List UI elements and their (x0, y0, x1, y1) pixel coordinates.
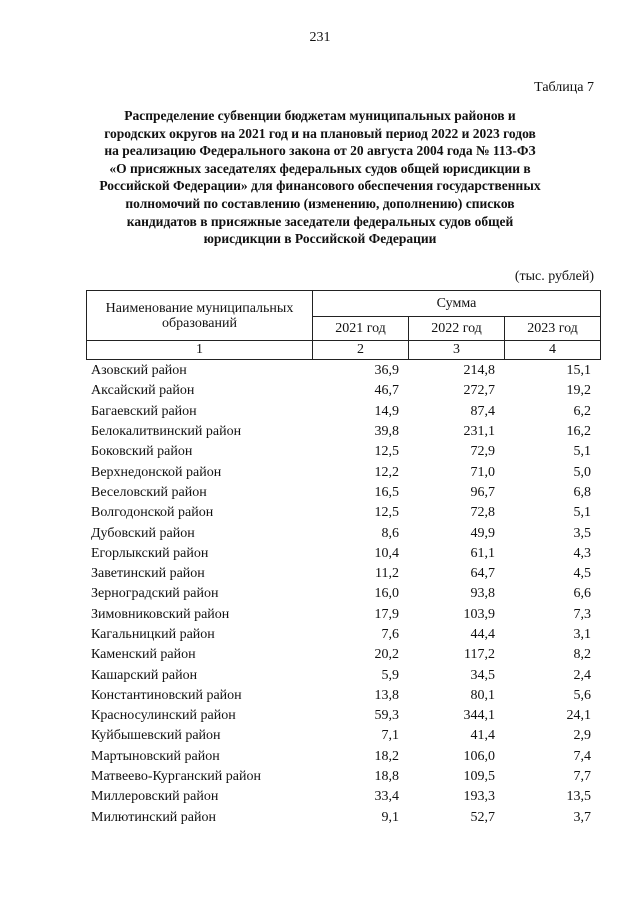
table-row (86, 442, 600, 462)
table-body (86, 361, 600, 828)
table-row (86, 462, 600, 482)
municipality-name: Каменский район (91, 647, 196, 663)
column-number: 2 (313, 341, 409, 360)
municipality-name: Матвеево-Курганский район (91, 769, 261, 785)
table-row (86, 747, 600, 767)
table-row (86, 625, 600, 645)
header-year-2023: 2023 год (505, 317, 601, 341)
value-2021: 39,8 (374, 424, 399, 440)
title-line: полномочий по составлению (изменению, дополнению) списков (125, 195, 515, 211)
value-2023: 7,4 (573, 748, 591, 764)
value-2021: 13,8 (374, 687, 399, 703)
value-2022: 61,1 (470, 545, 495, 561)
value-2021: 18,2 (374, 748, 399, 764)
municipality-name: Азовский район (91, 363, 187, 379)
value-2021: 12,5 (374, 505, 399, 521)
value-2021: 11,2 (375, 566, 399, 582)
value-2021: 5,9 (381, 667, 399, 683)
value-2022: 80,1 (470, 687, 495, 703)
value-2022: 72,9 (470, 444, 495, 460)
value-2023: 15,1 (566, 363, 591, 379)
value-2023: 2,4 (573, 667, 591, 683)
value-2022: 193,3 (463, 789, 495, 805)
value-2021: 20,2 (374, 647, 399, 663)
table-row (86, 503, 600, 523)
table-row (86, 422, 600, 442)
value-2022: 71,0 (470, 464, 495, 480)
page-number: 231 (309, 30, 331, 45)
value-2022: 87,4 (470, 403, 495, 419)
value-2022: 93,8 (470, 586, 495, 602)
table-row (86, 544, 600, 564)
value-2022: 49,9 (470, 525, 495, 541)
value-2023: 5,1 (573, 444, 591, 460)
table-row (86, 483, 600, 503)
value-2021: 12,5 (374, 444, 399, 460)
value-2023: 16,2 (566, 424, 591, 440)
value-2023: 2,9 (573, 728, 591, 744)
municipality-name: Дубовский район (91, 525, 195, 541)
document-title (88, 107, 552, 248)
value-2021: 46,7 (374, 383, 399, 399)
value-2023: 5,1 (573, 505, 591, 521)
value-2023: 7,3 (573, 606, 591, 622)
table-label: Таблица 7 (534, 80, 594, 95)
table-row (86, 686, 600, 706)
table-row (86, 787, 600, 807)
value-2021: 33,4 (374, 789, 399, 805)
column-number: 3 (409, 341, 505, 360)
value-2023: 6,2 (573, 403, 591, 419)
municipality-name: Егорлыкский район (91, 545, 209, 561)
value-2023: 8,2 (573, 647, 591, 663)
column-number: 4 (505, 341, 601, 360)
title-line: Российской Федерации» для финансового обеспечения государственных (99, 178, 541, 194)
table-row (86, 605, 600, 625)
municipality-name: Заветинский район (91, 566, 205, 582)
value-2023: 6,8 (573, 484, 591, 500)
table-row (86, 706, 600, 726)
municipality-name: Багаевский район (91, 403, 197, 419)
value-2022: 344,1 (463, 708, 495, 724)
title-line: юрисдикции в Российской Федерации (203, 231, 437, 247)
municipality-name: Кагальницкий район (91, 627, 215, 642)
header-name-column: Наименование муниципальных образований (87, 291, 313, 341)
value-2021: 17,9 (374, 606, 399, 622)
municipality-name: Кашарский район (91, 667, 198, 683)
municipality-name: Аксайский район (91, 383, 195, 399)
table-row (86, 523, 600, 543)
value-2022: 44,4 (470, 627, 495, 642)
municipality-name: Веселовский район (91, 484, 207, 500)
value-2023: 3,7 (573, 809, 591, 825)
value-2022: 109,5 (463, 769, 495, 785)
municipality-name: Белокалитвинский район (91, 424, 242, 440)
municipality-name: Волгодонской район (91, 505, 214, 521)
value-2021: 59,3 (374, 708, 399, 724)
data-table (86, 361, 600, 828)
title-line: «О присяжных заседателях федеральных судов общей юрисдикции в (109, 160, 531, 176)
value-2021: 9,1 (381, 809, 399, 825)
value-2023: 5,0 (573, 464, 591, 480)
value-2021: 12,2 (374, 464, 399, 480)
title-line: Распределение субвенции бюджетам муниципальных районов и (124, 108, 516, 123)
value-2022: 96,7 (470, 484, 495, 500)
value-2021: 16,0 (374, 586, 399, 602)
value-2022: 103,9 (463, 606, 495, 622)
value-2023: 3,5 (573, 525, 591, 541)
title-line: кандидатов в присяжные заседатели федеральных судов общей (126, 213, 514, 229)
value-2021: 18,8 (374, 769, 399, 785)
value-2023: 13,5 (566, 789, 591, 805)
table-row (86, 381, 600, 401)
title-line: городских округов на 2021 год и на плановый период 2022 и 2023 годов (104, 125, 536, 141)
value-2022: 64,7 (470, 566, 495, 582)
value-2021: 36,9 (374, 363, 399, 379)
value-2021: 8,6 (381, 525, 399, 541)
value-2023: 3,1 (573, 627, 591, 642)
table-row (86, 767, 600, 787)
value-2023: 5,6 (573, 687, 591, 703)
municipality-name: Красносулинский район (91, 708, 236, 724)
value-2022: 272,7 (463, 383, 495, 399)
value-2022: 214,8 (463, 363, 495, 379)
municipality-name: Мартыновский район (91, 748, 220, 764)
municipality-name: Верхнедонской район (91, 464, 222, 480)
table-row (86, 726, 600, 746)
value-2023: 4,3 (573, 545, 591, 561)
table-row (86, 361, 600, 381)
units-label: (тыс. рублей) (514, 269, 594, 284)
value-2021: 10,4 (374, 545, 399, 561)
municipality-name: Миллеровский район (91, 789, 219, 805)
value-2023: 7,7 (573, 769, 591, 785)
table-row (86, 584, 600, 604)
municipality-name: Зерноградский район (91, 586, 219, 602)
header-year-2022: 2022 год (409, 317, 505, 341)
table-header (86, 290, 601, 360)
municipality-name: Милютинский район (91, 809, 217, 825)
value-2021: 7,6 (381, 627, 399, 642)
value-2022: 117,2 (464, 647, 495, 663)
table-row (86, 645, 600, 665)
value-2022: 34,5 (470, 667, 495, 683)
header-year-2021: 2021 год (313, 317, 409, 341)
value-2022: 231,1 (463, 424, 495, 440)
municipality-name: Куйбышевский район (91, 728, 221, 744)
municipality-name: Зимовниковский район (91, 606, 230, 622)
table-row (86, 665, 600, 685)
column-number: 1 (87, 341, 313, 360)
value-2022: 41,4 (470, 728, 495, 744)
value-2022: 52,7 (470, 809, 495, 825)
title-line: на реализацию Федерального закона от 20 августа 2004 года № 113-ФЗ (104, 143, 536, 159)
value-2021: 16,5 (374, 484, 399, 500)
municipality-name: Константиновский район (91, 687, 242, 703)
value-2023: 4,5 (573, 566, 591, 582)
table-row (86, 402, 600, 422)
table-row (86, 564, 600, 584)
value-2021: 14,9 (374, 403, 399, 419)
value-2021: 7,1 (381, 728, 399, 744)
table-row (86, 808, 600, 828)
value-2022: 72,8 (470, 505, 495, 521)
value-2023: 6,6 (573, 586, 591, 602)
value-2023: 24,1 (566, 708, 591, 724)
value-2023: 19,2 (566, 383, 591, 399)
municipality-name: Боковский район (91, 444, 193, 460)
header-sum-column: Сумма (313, 291, 601, 317)
value-2022: 106,0 (463, 748, 495, 764)
